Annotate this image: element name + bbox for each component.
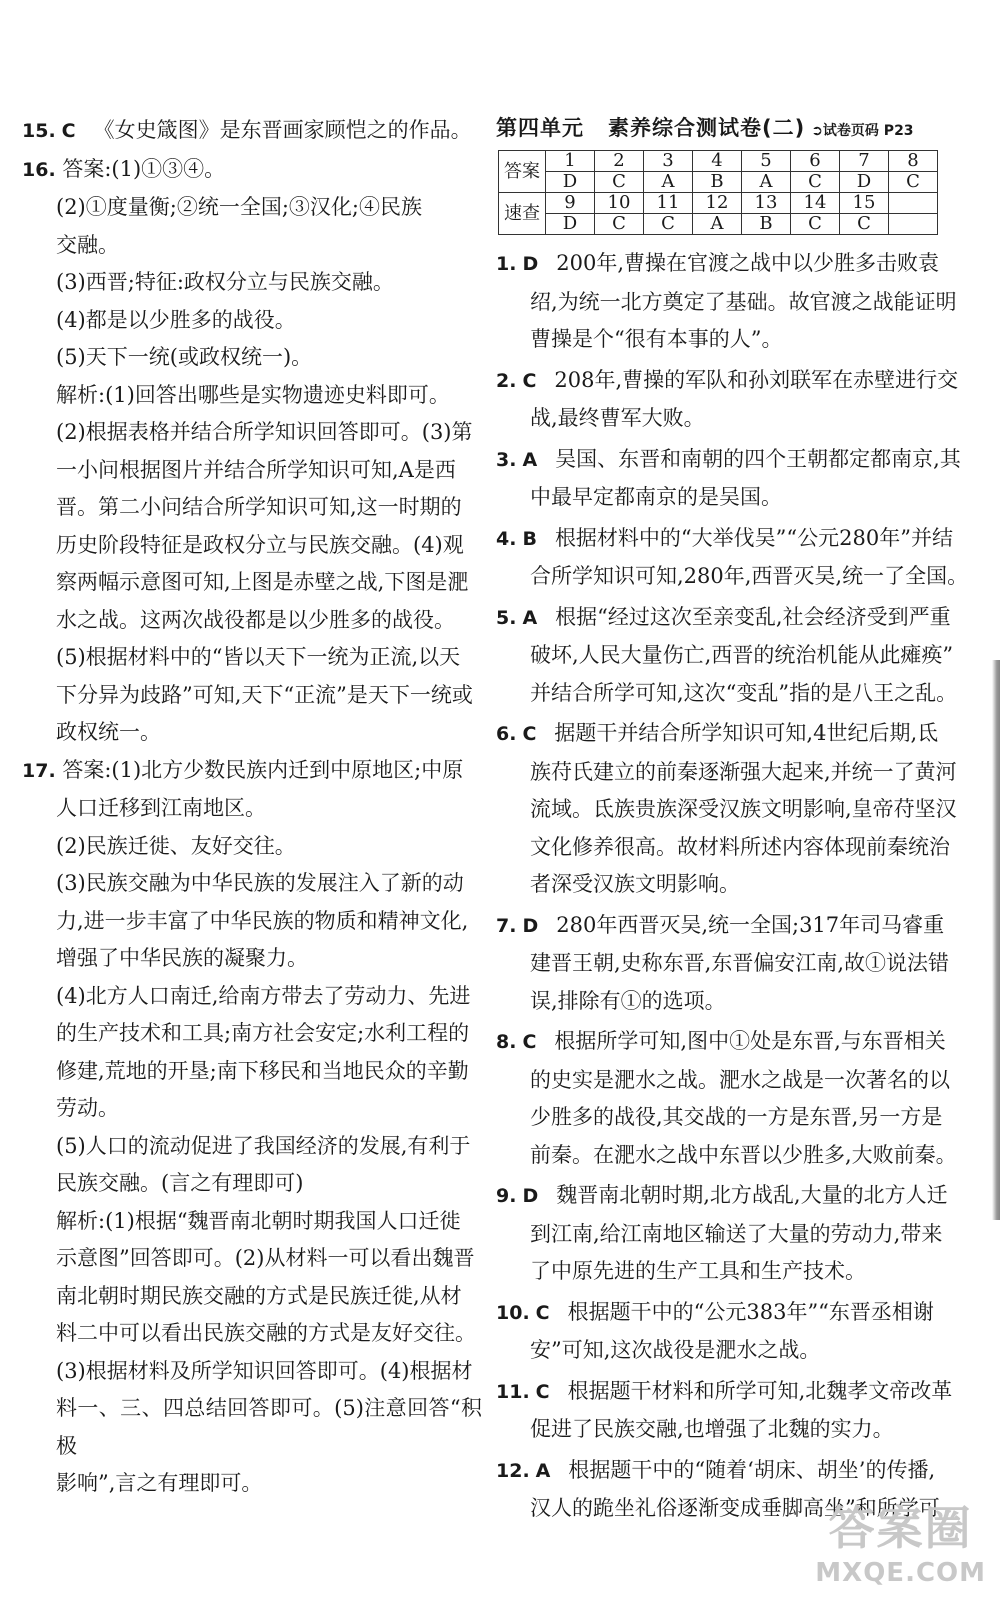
item-number: 3. xyxy=(496,448,517,471)
answer-item xyxy=(496,441,978,517)
text-line: 促进了民族交融,也增强了北魏的实力。 xyxy=(530,1417,894,1441)
table-cell: C xyxy=(791,172,840,193)
item-answer: C xyxy=(535,1380,550,1403)
table-cell: C xyxy=(595,172,644,193)
text-line xyxy=(496,1177,978,1216)
table-cell: 9 xyxy=(546,193,595,214)
table-cell: A xyxy=(742,172,791,193)
text-line xyxy=(496,907,978,946)
table-cell: 7 xyxy=(840,151,889,172)
item-number: 7. xyxy=(496,914,517,937)
text-line: 中最早定都南京的是吴国。 xyxy=(530,485,782,509)
table-cell: 8 xyxy=(889,151,938,172)
text-line: (2)根据表格并结合所学知识回答即可。(3)第 xyxy=(56,420,473,444)
unit-title: 第四单元 xyxy=(496,116,584,140)
text-line xyxy=(496,245,978,284)
table-cell: 11 xyxy=(644,193,693,214)
item-number: 1. xyxy=(496,253,517,275)
answer-item xyxy=(496,245,978,359)
table-cell: 6 xyxy=(791,151,840,172)
table-cell: 5 xyxy=(742,151,791,172)
table-cell: D xyxy=(546,214,595,235)
item-answer: D xyxy=(522,914,539,937)
answer-item xyxy=(496,1373,978,1449)
table-cell: 1 xyxy=(546,151,595,172)
item-number: 4. xyxy=(496,527,517,550)
table-cell: D xyxy=(546,172,595,193)
answer-table xyxy=(498,150,938,235)
text-line: (3)民族交融为中华民族的发展注入了新的动 xyxy=(56,871,464,895)
text-line: (3)根据材料及所学知识回答即可。(4)根据材 xyxy=(56,1358,473,1383)
item-text: 根据所学可知,图中①处是东晋,与东晋相关 xyxy=(554,1029,946,1053)
text-line xyxy=(496,1023,978,1062)
text-line: 南北朝时期民族交融的方式是民族迁徙,从材 xyxy=(56,1283,462,1308)
table-cell: C xyxy=(791,214,840,235)
text-line: 下分异为歧路”可知,天下“正流”是天下一统或 xyxy=(56,682,473,707)
table-cell xyxy=(889,193,938,214)
table-cell: C xyxy=(595,214,644,235)
text-line: 人口迁移到江南地区。 xyxy=(56,796,266,820)
text-line: 绍,为统一北方奠定了基础。故官渡之战能证明 xyxy=(530,289,957,314)
table-cell: C xyxy=(644,214,693,235)
text-line: 前秦。在淝水之战中东晋以少胜多,大败前秦。 xyxy=(530,1142,957,1167)
text-line xyxy=(496,599,978,638)
right-column xyxy=(496,112,978,1531)
q15: 15. C 《女史箴图》是东晋画家顾恺之的作品。 xyxy=(22,118,472,142)
item-text: 280年西晋灭吴,统一全国;317年司马睿重 xyxy=(556,912,945,937)
text-line xyxy=(496,362,978,401)
text-line: 少胜多的战役,其交战的一方是东晋,另一方是 xyxy=(530,1105,943,1129)
text-line: 到江南,给江南地区输送了大量的劳动力,带来 xyxy=(530,1221,943,1246)
item-answer: D xyxy=(522,253,539,275)
item-text: 根据题干中的“随着‘胡床、胡坐’的传播, xyxy=(568,1457,936,1482)
q16-body xyxy=(22,189,482,752)
table-cell: 13 xyxy=(742,193,791,214)
item-number: 12. xyxy=(496,1459,530,1482)
text-line xyxy=(496,441,978,480)
item-number: 10. xyxy=(496,1301,530,1324)
text-line: (4)都是以少胜多的战役。 xyxy=(56,307,296,332)
item-answer: A xyxy=(522,606,538,629)
answer-item xyxy=(496,599,978,713)
item-answer: C xyxy=(522,369,537,392)
item-number: 2. xyxy=(496,369,517,392)
text-line: (2)①度量衡;②统一全国;③汉化;④民族 xyxy=(56,195,422,219)
table-cell: A xyxy=(644,172,693,193)
text-line: 解析:(1)回答出哪些是实物遗迹史料即可。 xyxy=(56,382,450,407)
item-number: 6. xyxy=(496,723,517,745)
item-answer: A xyxy=(535,1459,551,1482)
item-text: 吴国、东晋和南朝的四个王朝都定都南京,其 xyxy=(555,446,961,471)
text-line: 建晋王朝,史称东晋,东晋偏安江南,故①说法错 xyxy=(530,951,950,975)
text-line: (5)人口的流动促进了我国经济的发展,有利于 xyxy=(56,1133,471,1158)
answer-item xyxy=(496,907,978,1021)
item-text: 据题干并结合所学知识可知,4世纪后期,氐 xyxy=(554,721,939,745)
table-cell: 4 xyxy=(693,151,742,172)
text-line: 修建,荒地的开垦;南下移民和当地民众的辛勤 xyxy=(56,1058,469,1083)
answer-item xyxy=(496,1177,978,1291)
text-line: 误,排除有①的选项。 xyxy=(530,988,726,1013)
item-text: 根据题干材料和所学可知,北魏孝文帝改革 xyxy=(567,1378,953,1403)
text-line: 水之战。这两次战役都是以少胜多的战役。 xyxy=(56,607,455,632)
text-line: (2)民族迁徙、友好交往。 xyxy=(56,833,296,858)
text-line xyxy=(496,1373,978,1412)
text-line: 示意图”回答即可。(2)从材料一可以看出魏晋 xyxy=(56,1246,475,1270)
answer-item xyxy=(496,715,978,904)
table-cell: 3 xyxy=(644,151,693,172)
test-title: 素养综合测试卷(二) xyxy=(608,116,806,140)
text-line: 料一、三、四总结回答即可。(5)注意回答“积极 xyxy=(56,1396,482,1458)
item-text: 根据材料中的“大举伐吴”“公元280年”并结 xyxy=(554,525,953,550)
text-line: (3)西晋;特征:政权分立与民族交融。 xyxy=(56,270,394,294)
table-cell: A xyxy=(693,214,742,235)
text-line: 解析:(1)根据“魏晋南北朝时期我国人口迁徙 xyxy=(56,1208,461,1233)
item-text: 魏晋南北朝时期,北方战乱,大量的北方人迁 xyxy=(556,1183,948,1207)
item-number: 5. xyxy=(496,606,517,629)
item-number: 9. xyxy=(496,1185,517,1207)
table-cell: 12 xyxy=(693,193,742,214)
text-line: 影响”,言之有理即可。 xyxy=(56,1471,263,1495)
text-line: 安”可知,这次战役是淝水之战。 xyxy=(530,1338,821,1362)
table-cell: B xyxy=(742,214,791,235)
answer-item xyxy=(496,362,978,438)
text-line: 历史阶段特征是政权分立与民族交融。(4)观 xyxy=(56,532,464,557)
q17-body xyxy=(22,790,482,1503)
page-reference: ➲试卷页码 P23 xyxy=(811,123,914,139)
item-answer: C xyxy=(522,1031,537,1053)
item-text: 200年,曹操在官渡之战中以少胜多击败袁 xyxy=(556,251,939,275)
text-line: 晋。第二小问结合所学知识可知,这一时期的 xyxy=(56,495,462,519)
table-cell: 15 xyxy=(840,193,889,214)
item-answer: A xyxy=(522,448,538,471)
text-line: 破坏,人民大量伤亡,西晋的统治机能从此瘫痪” xyxy=(530,643,954,667)
item-text: 根据“经过这次至亲变乱,社会经济受到严重 xyxy=(555,604,951,629)
item-text: 根据题干中的“公元383年”“东晋丞相谢 xyxy=(567,1299,934,1324)
text-line: 交融。 xyxy=(56,232,119,257)
watermark xyxy=(815,1492,986,1588)
text-line: 并结合所学可知,这次“变乱”指的是八王之乱。 xyxy=(530,680,958,705)
item-answer: B xyxy=(522,527,537,550)
text-line: 了中原先进的生产工具和生产技术。 xyxy=(530,1259,866,1283)
item-answer: D xyxy=(522,1185,539,1207)
table-cell: B xyxy=(693,172,742,193)
text-line: 民族交融。(言之有理即可) xyxy=(56,1171,304,1195)
text-line: (4)北方人口南迁,给南方带去了劳动力、先进 xyxy=(56,983,471,1008)
item-number: 11. xyxy=(496,1380,530,1403)
answer-list xyxy=(496,245,978,1528)
text-line xyxy=(496,1452,978,1491)
text-line: 汉人的跪坐礼俗逐渐变成垂脚高坐”和所学可 xyxy=(530,1496,940,1520)
table-cell: C xyxy=(840,214,889,235)
text-line: 的史实是淝水之战。淝水之战是一次著名的以 xyxy=(530,1067,950,1092)
text-line: 族苻氏建立的前秦逐渐强大起来,并统一了黄河 xyxy=(530,759,957,784)
table-cell: D xyxy=(840,172,889,193)
text-line: 流域。氐族贵族深受汉族文明影响,皇帝苻坚汉 xyxy=(530,797,957,821)
left-column xyxy=(22,112,482,1503)
table-label-1: 答案 xyxy=(499,151,546,193)
text-line: 料二中可以看出民族交融的方式是友好交往。 xyxy=(56,1321,476,1345)
text-line: 文化修养很高。故材料所述内容体现前秦统治 xyxy=(530,834,950,859)
text-line: 劳动。 xyxy=(56,1096,119,1120)
text-line: (5)天下一统(或政权统一)。 xyxy=(56,345,313,369)
watermark-logo-text: 答案圈 xyxy=(828,1501,973,1555)
answer-item xyxy=(496,1023,978,1174)
text-line xyxy=(496,715,978,754)
item-text: 208年,曹操的军队和孙刘联军在赤壁进行交 xyxy=(554,367,959,392)
q16: 16. 答案:(1)①③④。 (2)①度量衡;②统一全国;③汉化;④民族 交融。 (3)西晋;特征:政权分立与民族交融。 (4)都是以少胜多的战役。 (5)天下一统(或政权统一)。 解析:(1)回答出哪些是实物遗迹史料即可。 (2)根据表格并结合所学知识回答即可。(3)第 一小问根据图片并结合所学知识可知,A是西 晋。第二小问结合所学知识可知,这一时期的 历史阶段特征是政权分立与民族交融。(4)观 察两幅示意图可知,上图是赤壁之战,下图是淝 水之战。这两次战役都是以少胜多的战役。 (5)根据材料中的“皆以天下一统为正流,以天 下分异为歧路”可知,天下“正流”是天下一统或 政权统一。 xyxy=(22,151,482,752)
text-line: 者深受汉族文明影响。 xyxy=(530,872,740,896)
section-header xyxy=(496,112,978,142)
text-line: 战,最终曹军大败。 xyxy=(530,406,705,430)
item-answer: C xyxy=(522,723,537,745)
table-cell: 10 xyxy=(595,193,644,214)
item-number: 8. xyxy=(496,1031,517,1053)
table-cell xyxy=(889,214,938,235)
text-line: 政权统一。 xyxy=(56,720,161,744)
item-answer: C xyxy=(535,1301,550,1324)
text-line: 的生产技术和工具;南方社会安定;水利工程的 xyxy=(56,1021,470,1045)
text-line: 增强了中华民族的凝聚力。 xyxy=(56,946,308,970)
watermark-url: MXQE.COM xyxy=(815,1558,986,1588)
q17: 17. 答案:(1)北方少数民族内迁到中原地区;中原 人口迁移到江南地区。 (2)民族迁徙、友好交往。 (3)民族交融为中华民族的发展注入了新的动 力,进一步丰富了中华民族的物质和精神文化, 增强了中华民族的凝聚力。 (4)北方人口南迁,给南方带去了劳动力、先进 的生产技术和工具;南方社会安定;水利工程的 修建,荒地的开垦;南下移民和当地民众的辛勤 劳动。 (5)人口的流动促进了我国经济的发展,有利于 民族交融。(言之有理即可) 解析:(1)根据“魏晋南北朝时期我国人口迁徙 示意图”回答即可。(2)从材料一可以看出魏晋 南北朝时期民族交融的方式是民族迁徙,从材 料二中可以看出民族交融的方式是友好交往。 (3)根据材料及所学知识回答即可。(4)根据材 料一、三、四总结回答即可。(5)注意回答“积极 影响”,言之有理即可。 xyxy=(22,752,482,1503)
text-line: (5)根据材料中的“皆以天下一统为正流,以天 xyxy=(56,645,461,669)
text-line xyxy=(496,520,978,559)
text-line: 合所学知识可知,280年,西晋灭吴,统一了全国。 xyxy=(530,564,969,588)
text-line xyxy=(496,1294,978,1333)
answer-item xyxy=(496,1294,978,1370)
text-line: 察两幅示意图可知,上图是赤壁之战,下图是淝 xyxy=(56,570,469,594)
table-label-2: 速查 xyxy=(499,193,546,235)
text-line: 一小问根据图片并结合所学知识可知,A是西 xyxy=(56,457,456,482)
answer-item xyxy=(496,520,978,596)
text-line: 曹操是个“很有本事的人”。 xyxy=(530,327,783,351)
table-cell: C xyxy=(889,172,938,193)
page-edge-shadow xyxy=(992,660,1000,1220)
table-cell: 2 xyxy=(595,151,644,172)
text-line: 力,进一步丰富了中华民族的物质和精神文化, xyxy=(56,908,469,933)
table-cell: 14 xyxy=(791,193,840,214)
